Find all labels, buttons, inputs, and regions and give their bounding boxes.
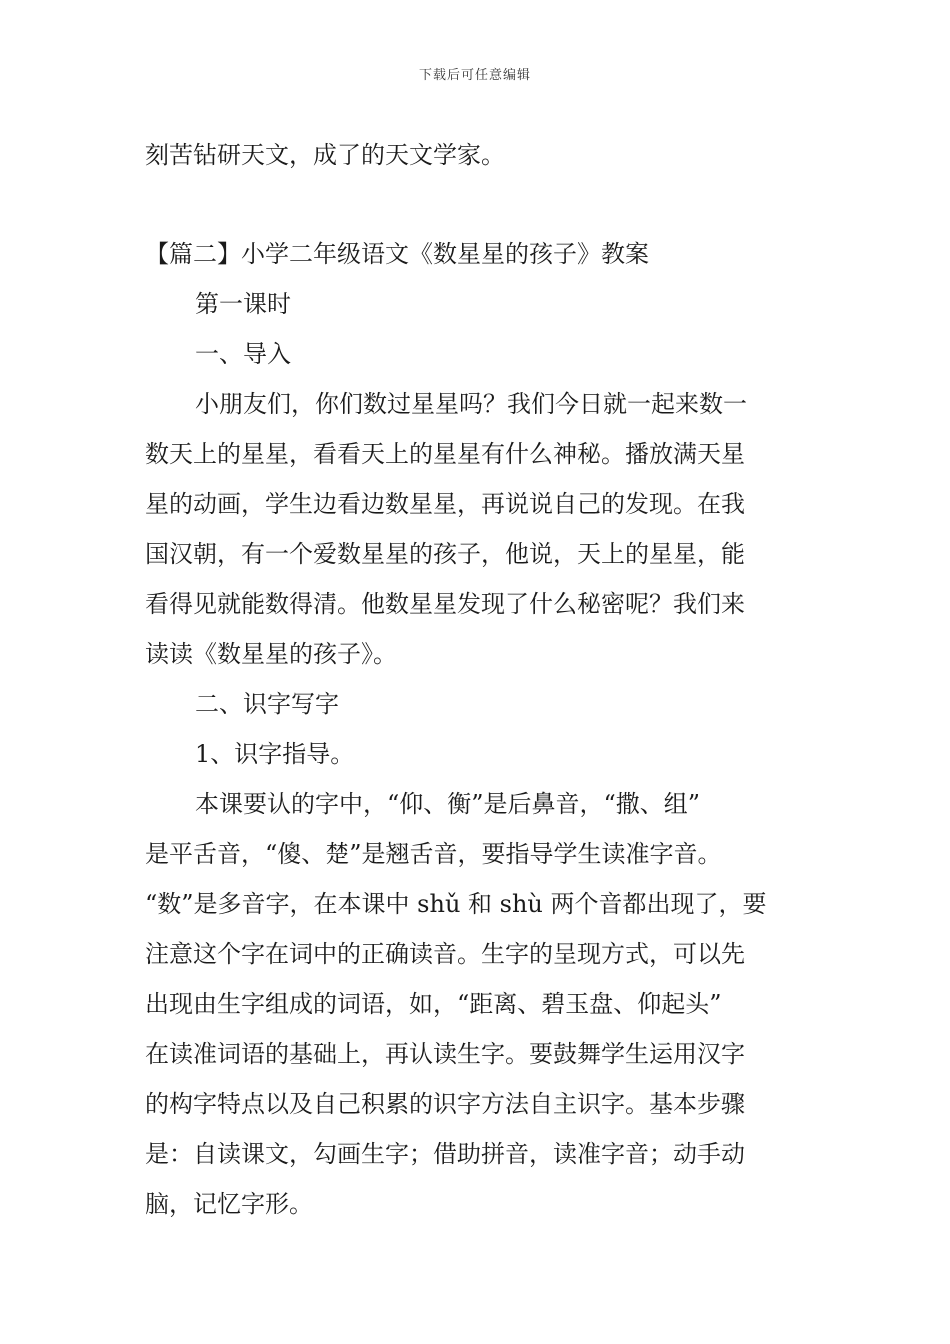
paragraph-line: 出现由生字组成的词语，如，“距离、碧玉盘、仰起头” <box>145 990 722 1018</box>
paragraph-line: 注意这个字在词中的正确读音。生字的呈现方式，可以先 <box>145 940 745 968</box>
paragraph-line: 脑，记忆字形。 <box>145 1190 313 1218</box>
paragraph-line: 的构字特点以及自己积累的识字方法自主识字。基本步骤 <box>145 1090 745 1118</box>
paragraph-line: 国汉朝，有一个爱数星星的孩子，他说，天上的星星，能 <box>145 540 745 568</box>
section-gap <box>145 180 810 229</box>
section-title: 【篇二】小学二年级语文《数星星的孩子》教案 <box>145 240 649 268</box>
lesson-heading: 第一课时 <box>195 290 291 318</box>
paragraph-line: 在读准词语的基础上，再认读生字。要鼓舞学生运用汉字 <box>145 1040 745 1068</box>
paragraph-line: 星的动画，学生边看边数星星，再说说自己的发现。在我 <box>145 490 745 518</box>
paragraph-line: “数”是多音字，在本课中 shǔ 和 shù 两个音都出现了，要 <box>145 890 767 918</box>
paragraph-line: 数天上的星星，看看天上的星星有什么神秘。播放满天星 <box>145 440 745 468</box>
paragraph-line: 看得见就能数得清。他数星星发现了什么秘密呢？我们来 <box>145 590 745 618</box>
part-heading-intro: 一、导入 <box>195 340 291 368</box>
continued-line: 刻苦钻研天文，成了的天文学家。 <box>145 141 505 169</box>
paragraph-line: 读读《数星星的孩子》。 <box>145 640 397 668</box>
paragraph-line: 本课要认的字中，“仰、衡”是后鼻音，“撒、组” <box>195 790 701 818</box>
document-body <box>145 130 810 1229</box>
page-header: 下载后可任意编辑 <box>418 68 531 83</box>
paragraph-line: 是平舌音，“傻、楚”是翘舌音，要指导学生读准字音。 <box>145 840 722 868</box>
part-heading-literacy: 二、识字写字 <box>195 690 339 718</box>
subheading-guidance: 1、识字指导。 <box>195 740 355 768</box>
paragraph-line: 是：自读课文，勾画生字；借助拼音，读准字音；动手动 <box>145 1140 745 1168</box>
paragraph-line: 小朋友们，你们数过星星吗？我们今日就一起来数一 <box>195 390 747 418</box>
